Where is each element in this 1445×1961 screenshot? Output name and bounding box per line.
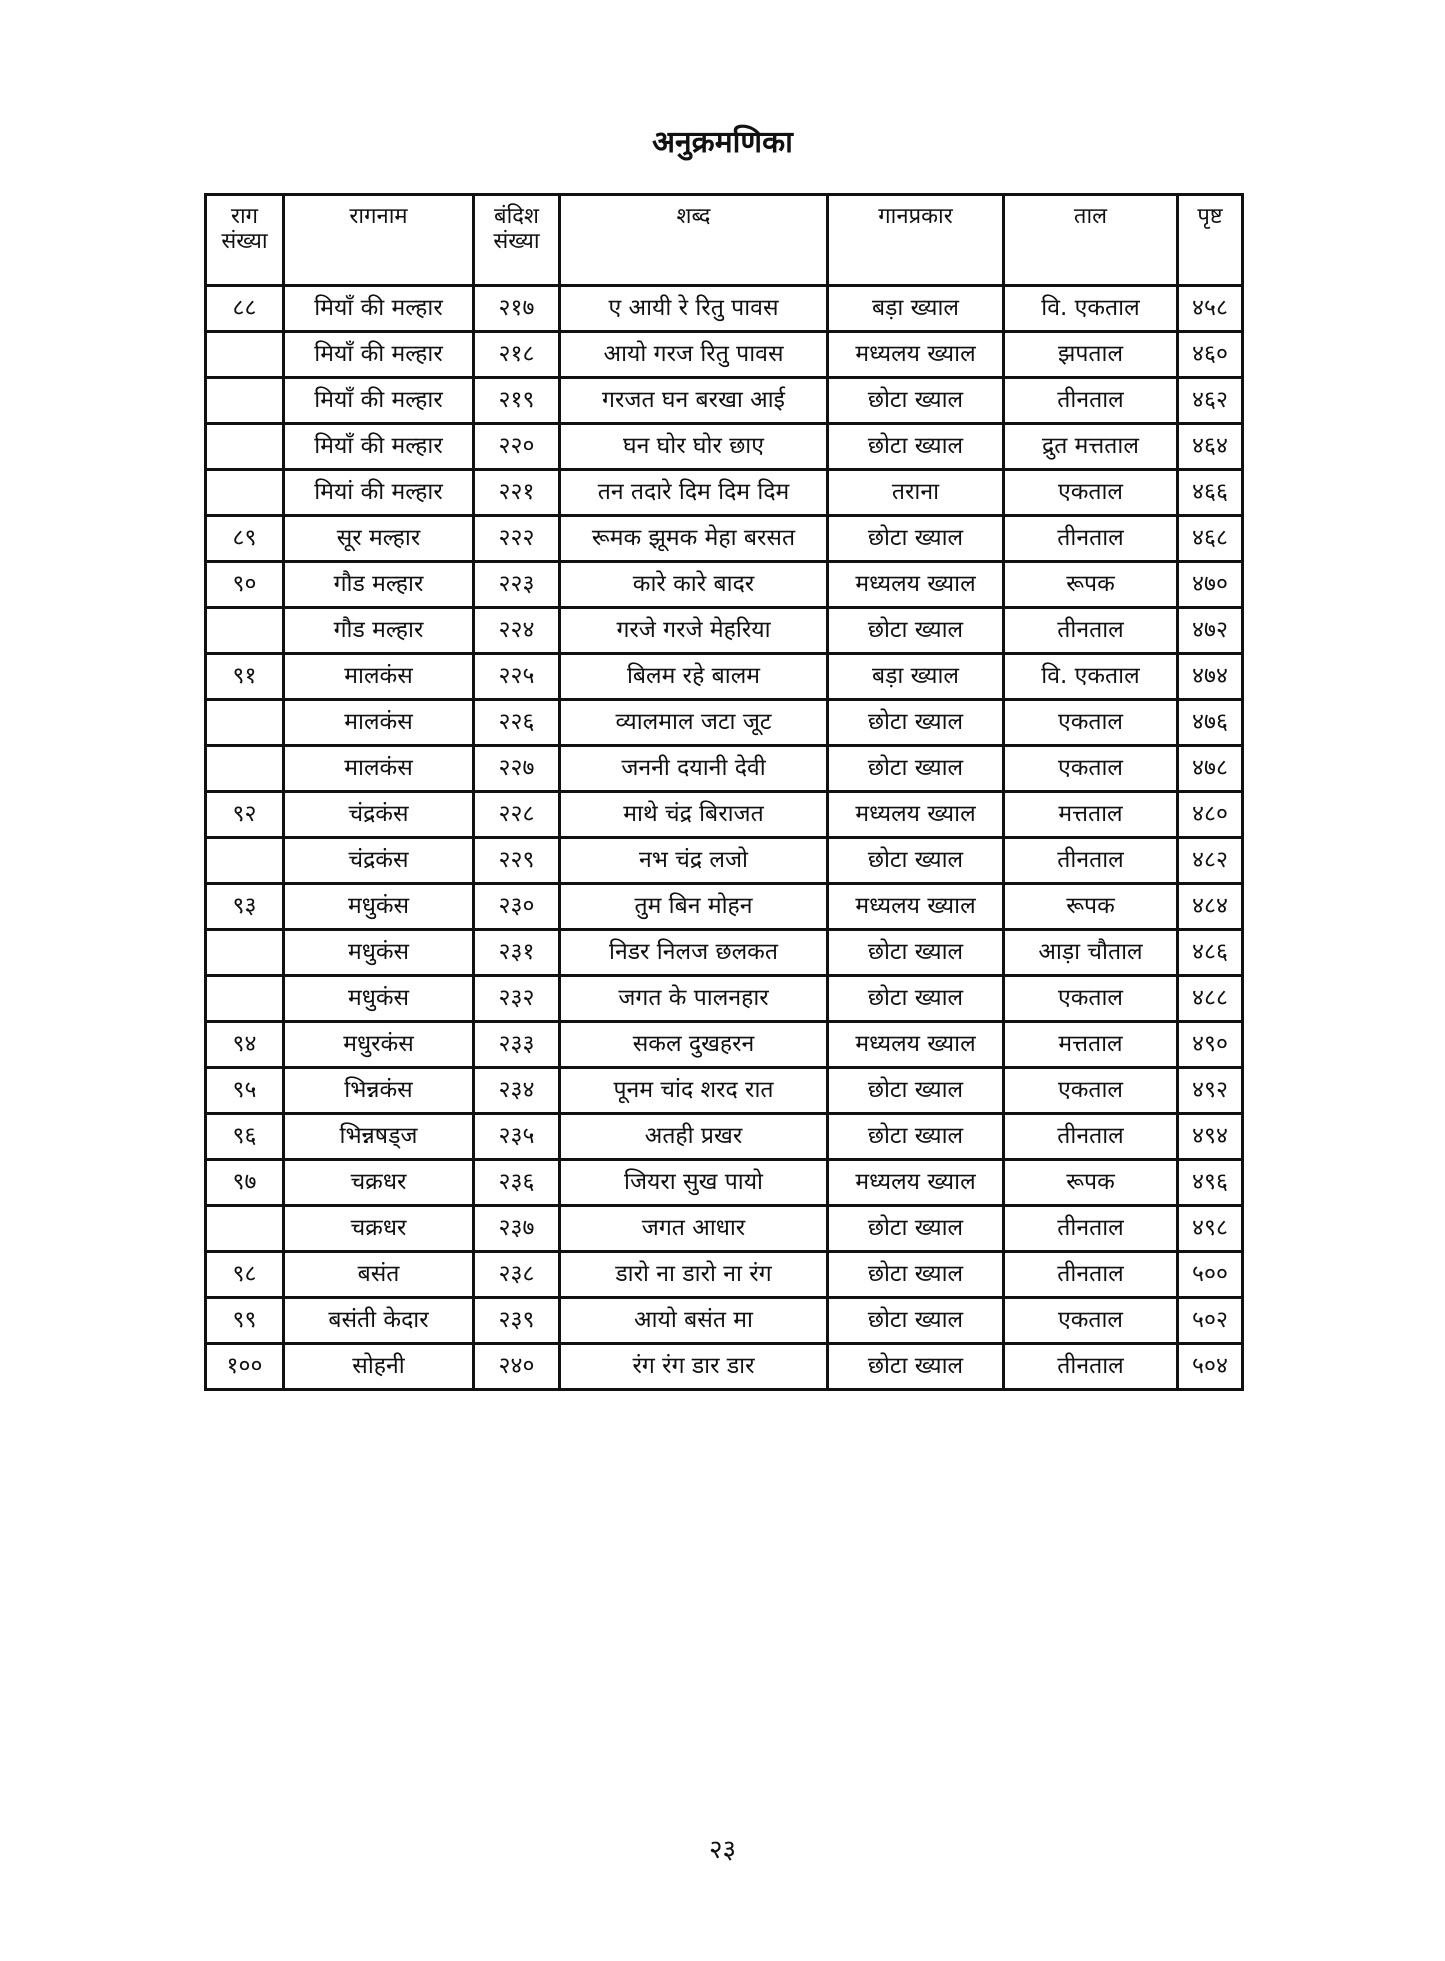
cell-prishth: ४८० [1178,792,1243,838]
cell-raag-sankhya: ९८ [206,1252,284,1298]
cell-raag-sankhya: ९१ [206,654,284,700]
cell-shabd: गरजत घन बरखा आई [560,378,828,424]
cell-raagnaam: मधुकंस [284,930,474,976]
cell-taal: रूपक [1004,562,1178,608]
cell-taal: तीनताल [1004,1206,1178,1252]
cell-bandish-sankhya: २३१ [474,930,560,976]
cell-prishth: ४८४ [1178,884,1243,930]
cell-raagnaam: मधुकंस [284,884,474,930]
cell-gaanprakar: मध्यलय ख्याल [828,562,1004,608]
header-taal: ताल [1004,195,1178,286]
cell-gaanprakar: छोटा ख्याल [828,838,1004,884]
cell-raag-sankhya: ९० [206,562,284,608]
cell-raagnaam: चंद्रकंस [284,838,474,884]
cell-shabd: बिलम रहे बालम [560,654,828,700]
header-bandish-sankhya: बंदिश संख्या [474,195,560,286]
table-row [206,470,1243,516]
cell-raag-sankhya: ९६ [206,1114,284,1160]
cell-shabd: सकल दुखहरन [560,1022,828,1068]
cell-gaanprakar: छोटा ख्याल [828,1298,1004,1344]
cell-shabd: तुम बिन मोहन [560,884,828,930]
cell-raagnaam: मालकंस [284,700,474,746]
cell-shabd: घन घोर घोर छाए [560,424,828,470]
cell-prishth: ५०० [1178,1252,1243,1298]
cell-prishth: ४७२ [1178,608,1243,654]
cell-prishth: ४८२ [1178,838,1243,884]
cell-bandish-sankhya: २२७ [474,746,560,792]
cell-bandish-sankhya: २३९ [474,1298,560,1344]
cell-raag-sankhya: ९९ [206,1298,284,1344]
cell-bandish-sankhya: २३६ [474,1160,560,1206]
cell-shabd: पूनम चांद शरद रात [560,1068,828,1114]
cell-taal: वि. एकताल [1004,654,1178,700]
cell-raag-sankhya [206,470,284,516]
cell-prishth: ५०२ [1178,1298,1243,1344]
cell-raag-sankhya: ९३ [206,884,284,930]
cell-shabd: डारो ना डारो ना रंग [560,1252,828,1298]
cell-prishth: ४७० [1178,562,1243,608]
cell-taal: रूपक [1004,884,1178,930]
cell-taal: एकताल [1004,1298,1178,1344]
cell-raagnaam: बसंत [284,1252,474,1298]
cell-raagnaam: चक्रधर [284,1206,474,1252]
table-row [206,1252,1243,1298]
cell-bandish-sankhya: २२८ [474,792,560,838]
cell-shabd: माथे चंद्र बिराजत [560,792,828,838]
cell-taal: द्रुत मत्तताल [1004,424,1178,470]
cell-gaanprakar: छोटा ख्याल [828,424,1004,470]
cell-raag-sankhya: ८९ [206,516,284,562]
header-prishth: पृष्ट [1178,195,1243,286]
cell-raag-sankhya [206,976,284,1022]
cell-shabd: ए आयी रे रितु पावस [560,286,828,332]
cell-shabd: कारे कारे बादर [560,562,828,608]
cell-bandish-sankhya: २२० [474,424,560,470]
cell-bandish-sankhya: २१९ [474,378,560,424]
cell-raag-sankhya [206,424,284,470]
cell-raag-sankhya: ८८ [206,286,284,332]
cell-taal: तीनताल [1004,378,1178,424]
cell-raagnaam: मियाँ की मल्हार [284,332,474,378]
cell-prishth: ४९२ [1178,1068,1243,1114]
cell-gaanprakar: छोटा ख्याल [828,1344,1004,1390]
cell-gaanprakar: मध्यलय ख्याल [828,332,1004,378]
cell-raag-sankhya [206,378,284,424]
cell-taal: तीनताल [1004,1344,1178,1390]
table-row [206,378,1243,424]
cell-gaanprakar: मध्यलय ख्याल [828,1022,1004,1068]
cell-shabd: रूमक झूमक मेहा बरसत [560,516,828,562]
table-body [206,286,1243,1390]
cell-gaanprakar: छोटा ख्याल [828,608,1004,654]
cell-taal: तीनताल [1004,1252,1178,1298]
table-row [206,1022,1243,1068]
cell-prishth: ४९८ [1178,1206,1243,1252]
cell-raagnaam: मियाँ की मल्हार [284,378,474,424]
cell-shabd: रंग रंग डार डार [560,1344,828,1390]
cell-bandish-sankhya: २३२ [474,976,560,1022]
page-title: अनुक्रमणिका [652,125,793,160]
table-row [206,838,1243,884]
header-shabd: शब्द [560,195,828,286]
table-row [206,1298,1243,1344]
table-row [206,424,1243,470]
table-row [206,654,1243,700]
cell-raag-sankhya [206,838,284,884]
table-row [206,562,1243,608]
cell-raag-sankhya [206,608,284,654]
table-row [206,884,1243,930]
cell-bandish-sankhya: २३० [474,884,560,930]
cell-taal: झपताल [1004,332,1178,378]
cell-raag-sankhya [206,332,284,378]
cell-taal: तीनताल [1004,1114,1178,1160]
cell-gaanprakar: मध्यलय ख्याल [828,1160,1004,1206]
table-row [206,332,1243,378]
cell-raagnaam: भिन्नकंस [284,1068,474,1114]
cell-raagnaam: मधुकंस [284,976,474,1022]
cell-shabd: तन तदारे दिम दिम दिम [560,470,828,516]
cell-prishth: ५०४ [1178,1344,1243,1390]
cell-bandish-sankhya: २२१ [474,470,560,516]
cell-shabd: निडर निलज छलकत [560,930,828,976]
cell-shabd: अतही प्रखर [560,1114,828,1160]
cell-taal: एकताल [1004,1068,1178,1114]
table-row [206,1068,1243,1114]
cell-raag-sankhya: ९७ [206,1160,284,1206]
cell-taal: वि. एकताल [1004,286,1178,332]
cell-prishth: ४९४ [1178,1114,1243,1160]
cell-raag-sankhya [206,930,284,976]
cell-raagnaam: चक्रधर [284,1160,474,1206]
cell-taal: एकताल [1004,746,1178,792]
cell-raagnaam: सूर मल्हार [284,516,474,562]
cell-raag-sankhya: ९५ [206,1068,284,1114]
cell-raag-sankhya: ९४ [206,1022,284,1068]
cell-gaanprakar: बड़ा ख्याल [828,286,1004,332]
cell-bandish-sankhya: २१७ [474,286,560,332]
cell-prishth: ४८८ [1178,976,1243,1022]
cell-taal: एकताल [1004,700,1178,746]
cell-raag-sankhya: ९२ [206,792,284,838]
cell-raagnaam: सोहनी [284,1344,474,1390]
cell-bandish-sankhya: २२९ [474,838,560,884]
cell-bandish-sankhya: २३४ [474,1068,560,1114]
cell-prishth: ४७६ [1178,700,1243,746]
cell-raagnaam: भिन्नषड्ज [284,1114,474,1160]
cell-gaanprakar: छोटा ख्याल [828,976,1004,1022]
cell-raagnaam: मालकंस [284,654,474,700]
table-row [206,286,1243,332]
cell-prishth: ४५८ [1178,286,1243,332]
table-row [206,1114,1243,1160]
cell-taal: तीनताल [1004,608,1178,654]
cell-taal: मत्तताल [1004,792,1178,838]
cell-gaanprakar: छोटा ख्याल [828,516,1004,562]
cell-shabd: नभ चंद्र लजो [560,838,828,884]
table-row [206,1206,1243,1252]
cell-shabd: जगत आधार [560,1206,828,1252]
table-row [206,746,1243,792]
cell-gaanprakar: मध्यलय ख्याल [828,792,1004,838]
page-number: २३ [708,1835,737,1865]
table-row [206,1344,1243,1390]
cell-raagnaam: चंद्रकंस [284,792,474,838]
cell-raagnaam: गौड मल्हार [284,608,474,654]
table-row [206,608,1243,654]
cell-shabd: जगत के पालनहार [560,976,828,1022]
cell-bandish-sankhya: २३३ [474,1022,560,1068]
cell-taal: तीनताल [1004,838,1178,884]
cell-bandish-sankhya: २३५ [474,1114,560,1160]
cell-raagnaam: मियाँ की मल्हार [284,424,474,470]
cell-prishth: ४६४ [1178,424,1243,470]
cell-raagnaam: गौड मल्हार [284,562,474,608]
cell-gaanprakar: छोटा ख्याल [828,930,1004,976]
cell-bandish-sankhya: २४० [474,1344,560,1390]
cell-raagnaam: मियां की मल्हार [284,470,474,516]
cell-gaanprakar: छोटा ख्याल [828,1068,1004,1114]
cell-gaanprakar: छोटा ख्याल [828,1206,1004,1252]
table-row [206,792,1243,838]
cell-taal: आड़ा चौताल [1004,930,1178,976]
cell-prishth: ४८६ [1178,930,1243,976]
cell-bandish-sankhya: २३८ [474,1252,560,1298]
cell-shabd: आयो बसंत मा [560,1298,828,1344]
cell-bandish-sankhya: २२२ [474,516,560,562]
cell-shabd: आयो गरज रितु पावस [560,332,828,378]
cell-prishth: ४७८ [1178,746,1243,792]
header-row [206,195,1243,286]
cell-prishth: ४९० [1178,1022,1243,1068]
index-table [204,193,1244,1391]
cell-shabd: गरजे गरजे मेहरिया [560,608,828,654]
cell-gaanprakar: छोटा ख्याल [828,378,1004,424]
cell-bandish-sankhya: २२३ [474,562,560,608]
cell-bandish-sankhya: २२६ [474,700,560,746]
cell-bandish-sankhya: २२५ [474,654,560,700]
cell-taal: एकताल [1004,976,1178,1022]
table-row [206,516,1243,562]
table-row [206,700,1243,746]
cell-bandish-sankhya: २१८ [474,332,560,378]
cell-raag-sankhya [206,746,284,792]
cell-bandish-sankhya: २३७ [474,1206,560,1252]
cell-taal: एकताल [1004,470,1178,516]
table-row [206,1160,1243,1206]
cell-raagnaam: मालकंस [284,746,474,792]
cell-prishth: ४६८ [1178,516,1243,562]
cell-prishth: ४६० [1178,332,1243,378]
cell-raagnaam: मधुरकंस [284,1022,474,1068]
cell-gaanprakar: मध्यलय ख्याल [828,884,1004,930]
cell-prishth: ४६२ [1178,378,1243,424]
cell-gaanprakar: तराना [828,470,1004,516]
cell-taal: मत्तताल [1004,1022,1178,1068]
cell-gaanprakar: छोटा ख्याल [828,746,1004,792]
cell-shabd: जननी दयानी देवी [560,746,828,792]
cell-raag-sankhya [206,700,284,746]
header-raag-sankhya: राग संख्या [206,195,284,286]
cell-shabd: जियरा सुख पायो [560,1160,828,1206]
cell-shabd: व्यालमाल जटा जूट [560,700,828,746]
cell-raag-sankhya: १०० [206,1344,284,1390]
cell-taal: तीनताल [1004,516,1178,562]
cell-raag-sankhya [206,1206,284,1252]
cell-prishth: ४९६ [1178,1160,1243,1206]
header-raagnaam: रागनाम [284,195,474,286]
cell-bandish-sankhya: २२४ [474,608,560,654]
cell-prishth: ४७४ [1178,654,1243,700]
cell-gaanprakar: छोटा ख्याल [828,700,1004,746]
cell-taal: रूपक [1004,1160,1178,1206]
cell-prishth: ४६६ [1178,470,1243,516]
table-row [206,976,1243,1022]
header-gaanprakar: गानप्रकार [828,195,1004,286]
cell-gaanprakar: बड़ा ख्याल [828,654,1004,700]
cell-gaanprakar: छोटा ख्याल [828,1252,1004,1298]
table-row [206,930,1243,976]
cell-gaanprakar: छोटा ख्याल [828,1114,1004,1160]
cell-raagnaam: मियाँ की मल्हार [284,286,474,332]
cell-raagnaam: बसंती केदार [284,1298,474,1344]
